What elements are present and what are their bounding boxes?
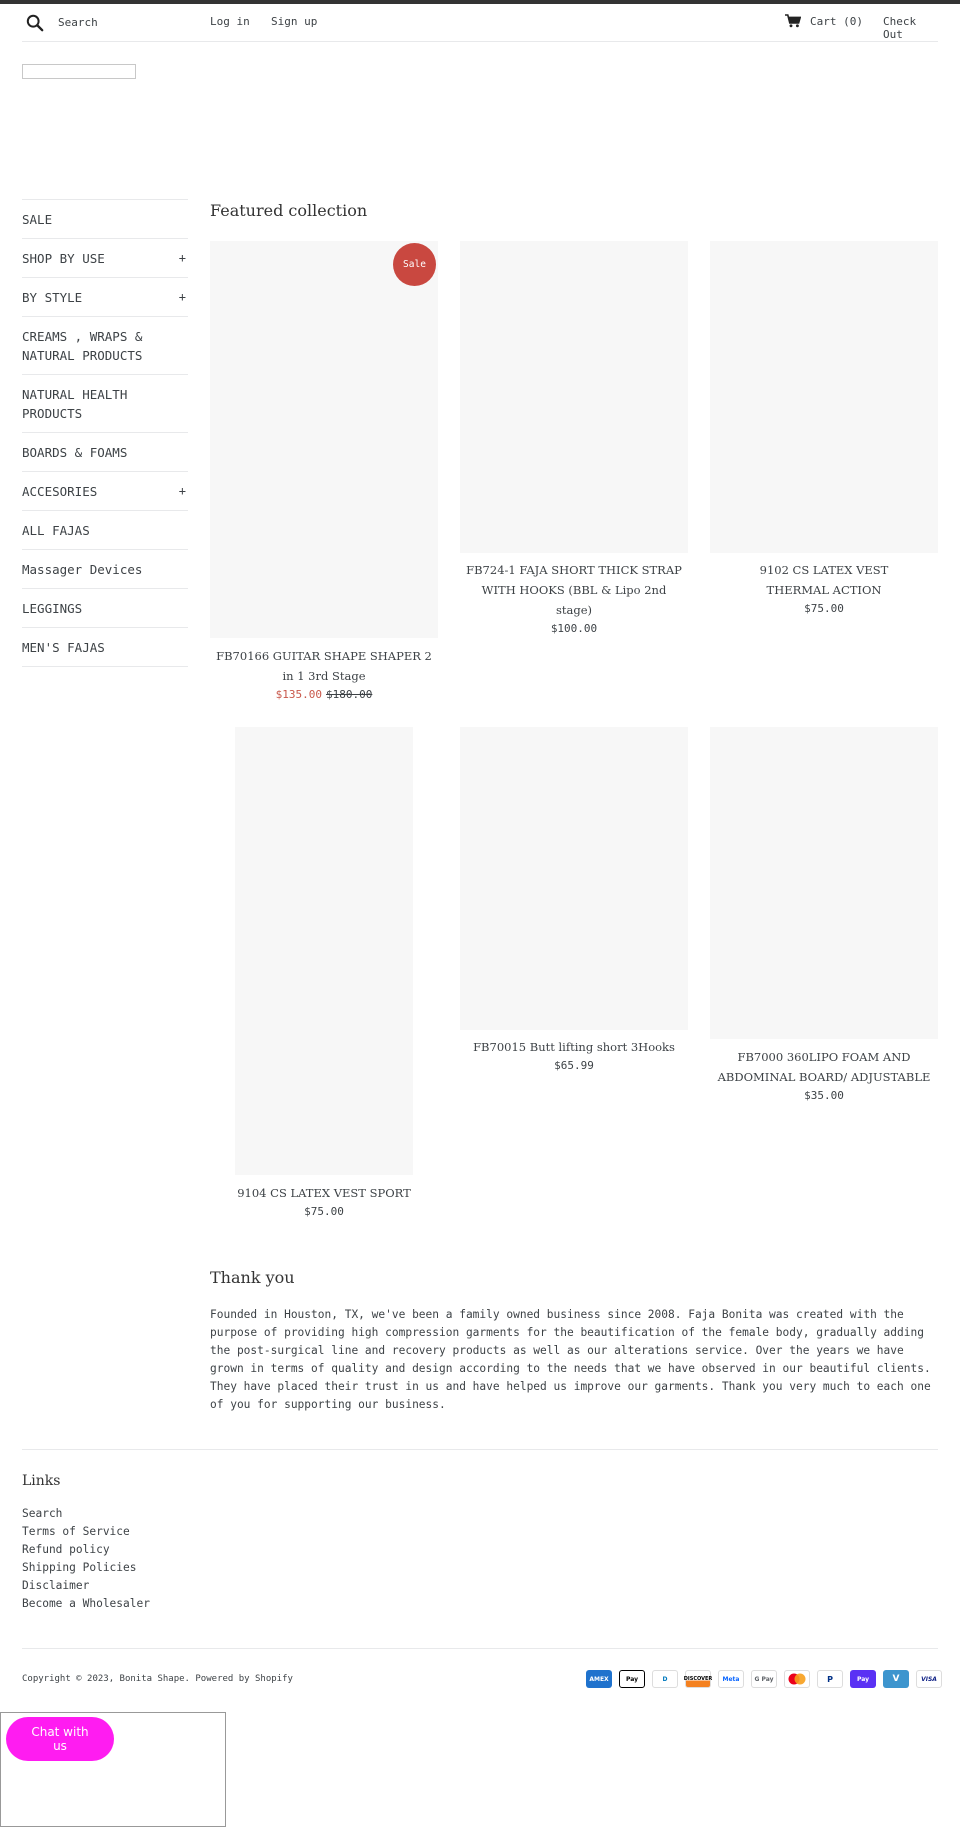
about-title: Thank you xyxy=(210,1268,295,1287)
product-image[interactable] xyxy=(460,241,688,553)
expand-plus-icon[interactable]: + xyxy=(178,251,186,265)
sidebar-item-label: Massager Devices xyxy=(22,562,143,577)
meta-pay-icon: Meta xyxy=(718,1670,744,1688)
product-image[interactable] xyxy=(235,727,413,1175)
footer-links-title: Links xyxy=(22,1473,61,1489)
product-price: $100.00 xyxy=(550,622,598,635)
payment-icons xyxy=(586,1670,942,1690)
login-link[interactable]: Log in xyxy=(210,15,250,28)
sidebar-item[interactable] xyxy=(22,200,188,239)
footer-link[interactable]: Search xyxy=(22,1507,63,1520)
chat-button-label: Chat with us xyxy=(31,1725,89,1753)
product-title[interactable]: FB70015 Butt lifting short 3Hooks xyxy=(473,1040,675,1054)
footer-link[interactable]: Become a Wholesaler xyxy=(22,1597,150,1610)
sidebar-nav xyxy=(22,199,188,667)
product-card[interactable] xyxy=(710,727,938,1105)
google-pay-icon: G Pay xyxy=(751,1670,777,1688)
footer-link[interactable]: Terms of Service xyxy=(22,1525,130,1538)
sidebar-item[interactable] xyxy=(22,472,188,511)
diners-club-icon: D xyxy=(652,1670,678,1688)
product-image[interactable] xyxy=(460,727,688,1030)
compare-price: $180.00 xyxy=(326,688,373,701)
sidebar-item-label: ACCESORIES xyxy=(22,484,98,499)
product-card[interactable] xyxy=(460,727,688,1075)
cart-link[interactable]: Cart (0) xyxy=(810,15,863,28)
sidebar-item-label: MEN'S FAJAS xyxy=(22,640,105,655)
sidebar-item[interactable] xyxy=(22,589,188,628)
footer-link[interactable]: Shipping Policies xyxy=(22,1561,137,1574)
search-icon[interactable] xyxy=(26,14,44,32)
sidebar-item-label: CREAMS , WRAPS & NATURAL PRODUCTS xyxy=(22,329,143,363)
copyright: Copyright © 2023, Bonita Shape. Powered by Shopify xyxy=(22,1674,293,1684)
expand-plus-icon[interactable]: + xyxy=(178,484,186,498)
product-card[interactable] xyxy=(460,241,688,638)
product-title[interactable]: FB724-1 FAJA SHORT THICK STRAP WITH HOOKS (BBL & Lipo 2nd stage) xyxy=(466,563,682,617)
footer-divider xyxy=(22,1449,938,1450)
product-card[interactable] xyxy=(210,241,438,704)
chat-widget-frame xyxy=(0,1712,226,1827)
product-price: $75.00 xyxy=(804,602,844,615)
discover-icon: DISCOVER xyxy=(685,1670,711,1688)
sidebar-item[interactable] xyxy=(22,278,188,317)
product-title[interactable]: 9104 CS LATEX VEST SPORT xyxy=(237,1186,411,1200)
sidebar-item[interactable] xyxy=(22,550,188,589)
footer-link[interactable]: Disclaimer xyxy=(22,1579,90,1592)
sidebar-item[interactable] xyxy=(22,317,188,375)
paypal-icon: P xyxy=(817,1670,843,1688)
sale-badge: Sale xyxy=(393,243,436,286)
chat-button[interactable] xyxy=(6,1717,114,1761)
product-price: $35.00 xyxy=(804,1089,844,1102)
sidebar-item-label: SALE xyxy=(22,212,53,227)
product-card[interactable] xyxy=(710,241,938,618)
sidebar-item[interactable] xyxy=(22,628,188,667)
checkout-link[interactable]: Check Out xyxy=(883,15,917,41)
search-input[interactable] xyxy=(58,12,208,32)
apple-pay-icon: Pay xyxy=(619,1670,645,1688)
sidebar-item[interactable] xyxy=(22,511,188,550)
amex-icon: AMEX xyxy=(586,1670,612,1688)
sidebar-item-label: LEGGINGS xyxy=(22,601,83,616)
sidebar-item[interactable] xyxy=(22,433,188,472)
product-image[interactable] xyxy=(210,241,438,638)
footer-link[interactable]: Refund policy xyxy=(22,1543,110,1556)
product-price xyxy=(210,686,438,704)
product-image[interactable] xyxy=(710,241,938,553)
cart-icon[interactable] xyxy=(785,14,801,28)
product-price: $65.99 xyxy=(554,1059,594,1072)
sale-price: $135.00 xyxy=(275,688,322,701)
shop-pay-icon: Pay xyxy=(850,1670,876,1688)
sidebar-item-label: NATURAL HEALTH PRODUCTS xyxy=(22,387,128,421)
product-card[interactable] xyxy=(210,727,438,1221)
mastercard-icon xyxy=(784,1670,810,1688)
product-image[interactable] xyxy=(710,727,938,1039)
sidebar-item[interactable] xyxy=(22,375,188,433)
sidebar-item-label: SHOP BY USE xyxy=(22,251,105,266)
venmo-icon: V xyxy=(883,1670,909,1688)
product-title[interactable]: FB7000 360LIPO FOAM AND ABDOMINAL BOARD/ ADJUSTABLE xyxy=(717,1050,931,1084)
product-title[interactable]: 9102 CS LATEX VEST THERMAL ACTION xyxy=(759,563,889,597)
site-header xyxy=(22,4,938,42)
product-title[interactable]: FB70166 GUITAR SHAPE SHAPER 2 in 1 3rd Stage xyxy=(216,649,432,683)
product-price: $75.00 xyxy=(304,1205,344,1218)
featured-collection-title: Featured collection xyxy=(210,201,368,220)
visa-icon: VISA xyxy=(916,1670,942,1688)
expand-plus-icon[interactable]: + xyxy=(178,290,186,304)
signup-link[interactable]: Sign up xyxy=(271,15,318,28)
sidebar-item[interactable] xyxy=(22,239,188,278)
footer-links xyxy=(22,1505,150,1613)
footer-bottom-divider xyxy=(22,1648,938,1649)
sidebar-item-label: BOARDS & FOAMS xyxy=(22,445,128,460)
sidebar-item-label: BY STYLE xyxy=(22,290,83,305)
site-logo[interactable] xyxy=(22,64,136,79)
about-text: Founded in Houston, TX, we've been a family owned business since 2008. Faja Bonita was created with the purpose of providing high compression garments for the beautification of the female body, gradually adding the post-surgical line and recovery products as well as our alterations service. Over the years we have grown in terms of quality and design according to the needs that we have observed in our beautiful clients. They have placed their trust in us and have helped us improve our garments. Thank you very much to each one of you for supporting our business. xyxy=(210,1308,931,1411)
sidebar-item-label: ALL FAJAS xyxy=(22,523,90,538)
